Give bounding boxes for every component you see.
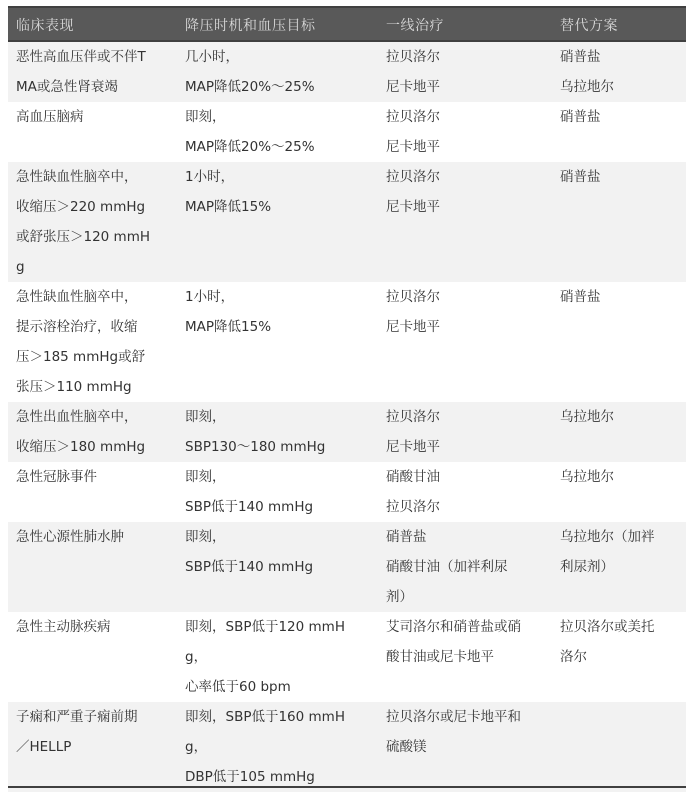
cell-first-line [386, 522, 554, 612]
cell-text: 1小时， [185, 169, 235, 185]
cell-timing-target [185, 162, 381, 222]
cell-clinical [16, 42, 181, 102]
cell-text: 压＞185 mmHg或舒 [16, 349, 146, 365]
cell-text: 子痫和严重子痫前期 [16, 709, 138, 725]
cell-clinical [16, 462, 181, 492]
cell-text: 即刻， [185, 109, 226, 125]
header-first-line: 一线治疗 [386, 18, 444, 34]
table-row [8, 612, 686, 702]
cell-text: 即刻， [185, 409, 226, 425]
cell-text: 高血压脑病 [16, 109, 84, 125]
cell-text: 急性心源性肺水肿 [16, 529, 124, 545]
cell-timing-target [185, 282, 381, 342]
cell-first-line [386, 102, 554, 162]
cell-text: 乌拉地尔（加袢 [560, 529, 655, 545]
cell-text: 急性缺血性脑卒中， [16, 169, 138, 185]
cell-clinical [16, 282, 181, 402]
cell-text: 张压＞110 mmHg [16, 379, 132, 395]
cell-text: MAP降低20%～25% [185, 79, 315, 95]
cell-text: 硫酸镁 [386, 739, 427, 755]
cell-text: 利尿剂） [560, 559, 614, 575]
table-header [8, 6, 686, 42]
cell-first-line [386, 282, 554, 342]
cell-clinical [16, 402, 181, 462]
cell-timing-target [185, 402, 381, 462]
table-row [8, 102, 686, 162]
cell-text: 硝普盐 [560, 49, 601, 65]
cell-first-line [386, 42, 554, 102]
cell-first-line [386, 402, 554, 462]
cell-alternative [560, 612, 690, 672]
cell-text: 酸甘油或尼卡地平 [386, 649, 494, 665]
cell-text: 洛尔 [560, 649, 587, 665]
cell-text: 乌拉地尔 [560, 79, 614, 95]
cell-text: g， [185, 739, 208, 755]
cell-timing-target [185, 102, 381, 162]
bottom-rule [8, 786, 686, 788]
cell-text: SBP低于140 mmHg [185, 559, 314, 575]
cell-text: 艾司洛尔和硝普盐或硝 [386, 619, 521, 635]
cell-alternative [560, 162, 690, 192]
cell-text: 1小时， [185, 289, 235, 305]
cell-text: 即刻， [185, 529, 226, 545]
table-row [8, 462, 686, 522]
cell-text: 拉贝洛尔或美托 [560, 619, 655, 635]
header-alternative: 替代方案 [560, 18, 618, 34]
cell-alternative [560, 282, 690, 312]
cell-text: MAP降低15% [185, 199, 272, 215]
cell-text: 提示溶栓治疗，收缩 [16, 319, 138, 335]
header-clinical: 临床表现 [16, 18, 74, 34]
cell-text: 尼卡地平 [386, 79, 440, 95]
cell-text: DBP低于105 mmHg [185, 769, 315, 785]
cell-first-line [386, 162, 554, 222]
cell-text: 乌拉地尔 [560, 469, 614, 485]
cell-text: 硝酸甘油 [386, 469, 440, 485]
cell-timing-target [185, 612, 381, 702]
cell-text: 拉贝洛尔 [386, 499, 440, 515]
table-row [8, 402, 686, 462]
header-timing-target: 降压时机和血压目标 [185, 18, 316, 34]
cell-text: 尼卡地平 [386, 199, 440, 215]
cell-clinical [16, 702, 181, 762]
cell-timing-target [185, 462, 381, 522]
cell-clinical [16, 612, 181, 642]
cell-text: SBP低于140 mmHg [185, 499, 314, 515]
cell-text: 或舒张压＞120 mmH [16, 229, 151, 245]
cell-text: 急性冠脉事件 [16, 469, 97, 485]
cell-text: g， [185, 649, 208, 665]
cell-text: 尼卡地平 [386, 319, 440, 335]
table-row [8, 42, 686, 102]
cell-text: ／HELLP [16, 739, 72, 755]
cell-text: MAP降低15% [185, 319, 272, 335]
cell-alternative [560, 102, 690, 132]
cell-text: MA或急性肾衰竭 [16, 79, 118, 95]
cell-text: 急性主动脉疾病 [16, 619, 111, 635]
table-row [8, 162, 686, 282]
cell-text: 拉贝洛尔 [386, 109, 440, 125]
cell-text: 硝普盐 [560, 169, 601, 185]
cell-clinical [16, 102, 181, 132]
cell-text: 急性出血性脑卒中， [16, 409, 138, 425]
cell-text: 急性缺血性脑卒中， [16, 289, 138, 305]
cell-first-line [386, 612, 554, 672]
cell-text: 尼卡地平 [386, 139, 440, 155]
cell-timing-target [185, 702, 381, 792]
cell-alternative [560, 402, 690, 432]
cell-text: 剂） [386, 589, 413, 605]
cell-text: 乌拉地尔 [560, 409, 614, 425]
cell-text: g [16, 259, 25, 275]
cell-clinical [16, 522, 181, 552]
cell-text: 收缩压＞220 mmHg [16, 199, 146, 215]
table-body [8, 42, 686, 792]
cell-clinical [16, 162, 181, 282]
cell-text: 拉贝洛尔 [386, 409, 440, 425]
table-row [8, 702, 686, 792]
cell-first-line [386, 702, 554, 762]
table-row [8, 522, 686, 612]
cell-text: 尼卡地平 [386, 439, 440, 455]
cell-text: 硝普盐 [386, 529, 427, 545]
cell-text: 硝酸甘油（加袢利尿 [386, 559, 508, 575]
cell-alternative [560, 522, 690, 582]
cell-text: 拉贝洛尔 [386, 49, 440, 65]
cell-text: 恶性高血压伴或不伴T [16, 49, 146, 65]
cell-timing-target [185, 522, 381, 582]
cell-text: 拉贝洛尔 [386, 289, 440, 305]
cell-text: SBP130～180 mmHg [185, 439, 326, 455]
cell-text: 即刻，SBP低于160 mmH [185, 709, 345, 725]
cell-text: 即刻，SBP低于120 mmH [185, 619, 345, 635]
cell-text: 收缩压＞180 mmHg [16, 439, 146, 455]
cell-text: 心率低于60 bpm [185, 679, 291, 695]
cell-text: 几小时， [185, 49, 239, 65]
cell-alternative [560, 42, 690, 102]
cell-timing-target [185, 42, 381, 102]
cell-first-line [386, 462, 554, 522]
cell-text: 硝普盐 [560, 289, 601, 305]
cell-text: 即刻， [185, 469, 226, 485]
cell-text: 拉贝洛尔 [386, 169, 440, 185]
cell-alternative [560, 462, 690, 492]
treatment-table [8, 6, 686, 792]
table-row [8, 282, 686, 402]
cell-text: 拉贝洛尔或尼卡地平和 [386, 709, 521, 725]
cell-text: MAP降低20%～25% [185, 139, 315, 155]
cell-text: 硝普盐 [560, 109, 601, 125]
